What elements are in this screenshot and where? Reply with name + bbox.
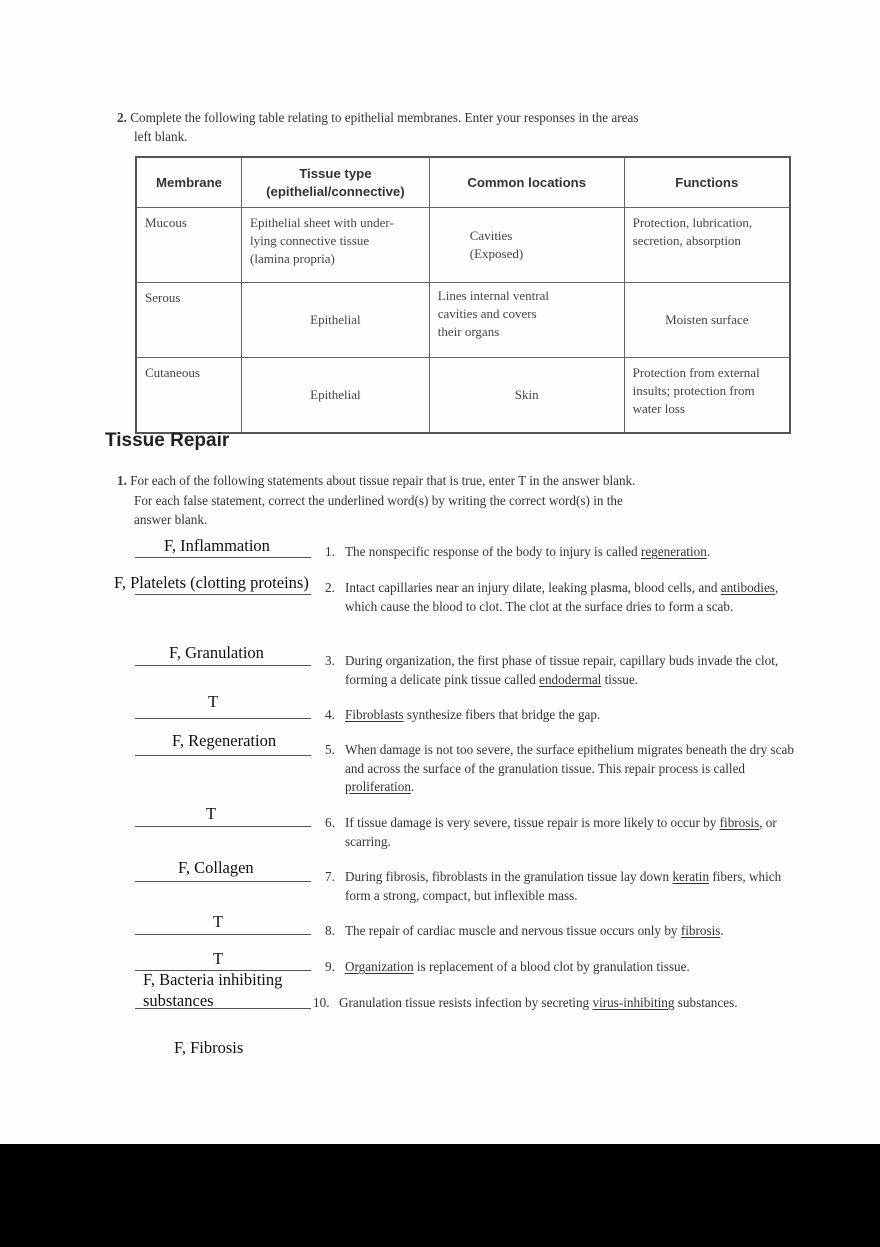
table-header-row xyxy=(136,157,790,208)
question-number: 1. xyxy=(117,473,127,488)
answer-blank-8[interactable]: T xyxy=(213,912,224,931)
question-number: 2. xyxy=(117,110,127,125)
answer-blank-7[interactable]: F, Collagen xyxy=(178,858,254,877)
black-bar xyxy=(0,1144,880,1247)
cell-tissue-type: Epithelial sheet with under- lying connective tissue (lamina propria) xyxy=(242,208,430,283)
answer-blank-1[interactable]: F, Inflammation xyxy=(164,536,270,555)
cell-membrane: Cutaneous xyxy=(136,358,242,434)
statement-9: 9. Organization is replacement of a blood clot by granulation tissue. xyxy=(325,959,690,974)
extra-answer[interactable]: F, Fibrosis xyxy=(174,1038,244,1057)
epithelial-membranes-table xyxy=(135,156,791,434)
header-common-locations: Common locations xyxy=(429,157,624,208)
answer-blank-10-line2[interactable]: substances xyxy=(143,991,214,1010)
answer-line xyxy=(135,718,311,719)
answer-blank-2[interactable]: F, Platelets (clotting proteins) xyxy=(114,573,309,592)
answer-line xyxy=(135,594,311,595)
statement-7: 7. During fibrosis, fibroblasts in the granulation tissue lay down keratin fibers, which form a strong, compact, but inflexible mass. xyxy=(325,869,782,903)
cell-tissue-type-answer[interactable]: Epithelial xyxy=(242,358,430,434)
question-1-prompt: 1. For each of the following statements about tissue repair that is true, enter T in the answer blank. For each false statement, correct the underlined word(s) by writing the correct word(s) in the answer blank. xyxy=(117,473,636,527)
answer-blank-6[interactable]: T xyxy=(206,804,217,823)
answer-line xyxy=(135,934,311,935)
cell-tissue-type-answer[interactable]: Epithelial xyxy=(242,283,430,358)
statement-8: 8. The repair of cardiac muscle and nervous tissue occurs only by fibrosis. xyxy=(325,923,724,938)
answer-line xyxy=(135,755,311,756)
statement-4: 4. Fibroblasts synthesize fibers that bridge the gap. xyxy=(325,707,601,722)
question-2-prompt: 2. Complete the following table relating to epithelial membranes. Enter your responses in the areas left blank. xyxy=(117,110,639,144)
answer-line xyxy=(135,665,311,666)
statement-10: 10. Granulation tissue resists infection by secreting virus-inhibiting substances. xyxy=(313,995,738,1010)
table-row xyxy=(136,208,790,283)
answer-line xyxy=(135,881,311,882)
cell-membrane: Serous xyxy=(136,283,242,358)
table-row xyxy=(136,283,790,358)
header-membrane: Membrane xyxy=(136,157,242,208)
cell-locations: Lines internal ventral cavities and covers their organs xyxy=(429,283,624,358)
cell-functions: Protection from external insults; protection from water loss xyxy=(624,358,790,434)
answer-blank-4[interactable]: T xyxy=(208,692,219,711)
header-tissue-type: Tissue type (epithelial/connective) xyxy=(242,157,430,208)
table-row xyxy=(136,358,790,434)
cell-locations-answer[interactable]: Cavities (Exposed) xyxy=(429,208,624,283)
statement-2: 2. Intact capillaries near an injury dilate, leaking plasma, blood cells, and antibodies, which cause the blood to clot. The clot at the surface dries to form a scab. xyxy=(325,580,779,614)
statement-3: 3. During organization, the first phase of tissue repair, capillary buds invade the clot, forming a delicate pink tissue called endodermal tissue. xyxy=(325,653,779,687)
cell-functions: Protection, lubrication, secretion, absorption xyxy=(624,208,790,283)
answer-blank-5[interactable]: F, Regeneration xyxy=(172,731,277,750)
statement-1: 1. The nonspecific response of the body to injury is called regeneration. xyxy=(325,544,711,559)
cell-membrane: Mucous xyxy=(136,208,242,283)
answer-blank-10-line1[interactable]: F, Bacteria inhibiting xyxy=(143,970,283,989)
answer-blank-9[interactable]: T xyxy=(213,949,224,968)
cell-functions-answer[interactable]: Moisten surface xyxy=(624,283,790,358)
answer-blank-3[interactable]: F, Granulation xyxy=(169,643,264,662)
answer-line xyxy=(135,826,311,827)
answer-line xyxy=(135,557,311,558)
cell-locations-answer[interactable]: Skin xyxy=(429,358,624,434)
statement-5: 5. When damage is not too severe, the surface epithelium migrates beneath the dry scab and across the surface of the granulation tissue. This repair process is called proliferation. xyxy=(325,742,794,794)
section-title: Tissue Repair xyxy=(105,430,230,451)
answer-line xyxy=(135,1008,311,1009)
statement-6: 6. If tissue damage is very severe, tissue repair is more likely to occur by fibrosis, or scarring. xyxy=(325,815,777,849)
header-functions: Functions xyxy=(624,157,790,208)
